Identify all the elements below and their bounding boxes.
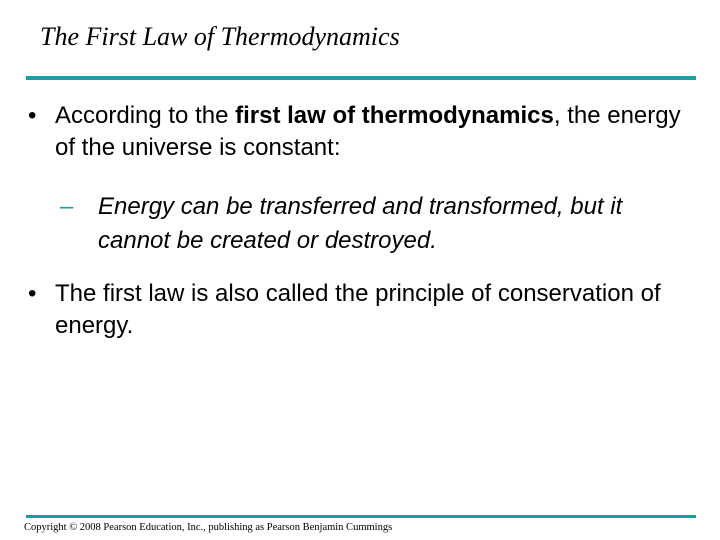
bullet-text-emphasis: first law of thermodynamics: [235, 102, 554, 129]
sub-bullet-text: Energy can be transferred and transformed, but it cannot be created or destroyed.: [98, 193, 623, 254]
footer-divider: [26, 515, 696, 518]
bullet-marker: •: [28, 280, 37, 307]
slide-title: The First Law of Thermodynamics: [40, 22, 400, 51]
title-divider: [26, 76, 696, 80]
bullet-text: The first law is also called the principle of conservation of energy.: [55, 280, 661, 339]
bullet-text: [55, 100, 695, 164]
copyright-footer: Copyright © 2008 Pearson Education, Inc., publishing as Pearson Benjamin Cummings: [24, 522, 393, 533]
bullet-text-tail: , the energy of the universe is constant:: [55, 102, 681, 161]
bullet-text-lead: According to the: [55, 102, 236, 129]
bullet-marker: •: [28, 102, 37, 129]
sub-bullet-marker: –: [60, 193, 74, 220]
